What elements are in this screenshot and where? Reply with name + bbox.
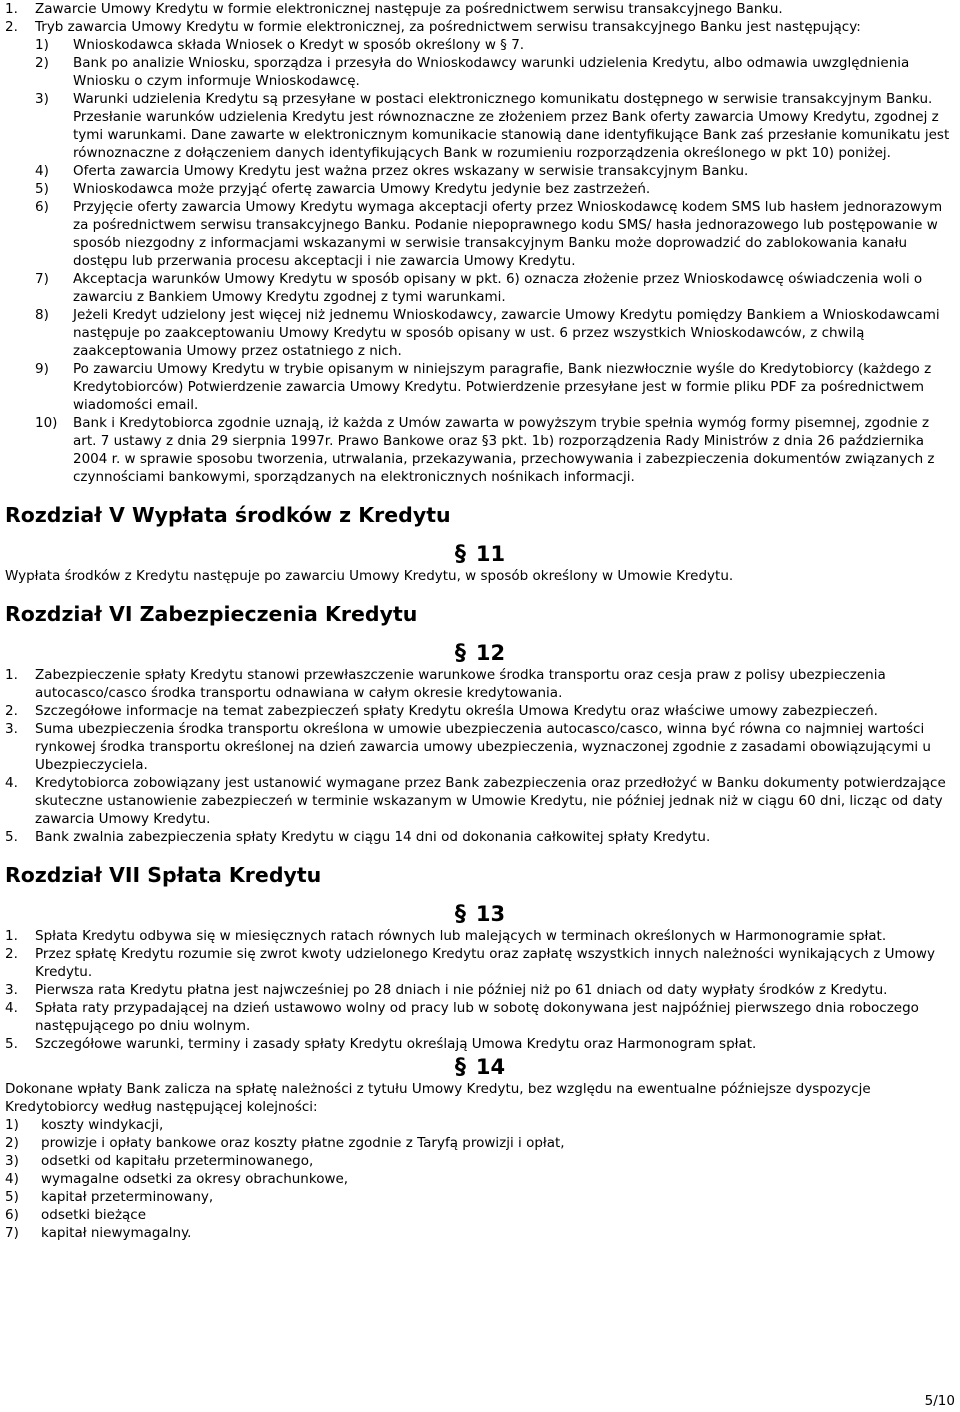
list-item <box>5 720 955 774</box>
chapter-heading: Rozdział V Wypłata środków z Kredytu <box>5 503 451 527</box>
item-number: 4. <box>5 1000 18 1016</box>
item-text: Pierwsza rata Kredytu płatna jest najwcześniej po 28 dniach i nie później niż po 61 dniach od daty wypłaty środków z Kredytu. <box>35 982 888 998</box>
list-item <box>5 1170 955 1188</box>
item-text: odsetki od kapitału przeterminowanego, <box>41 1153 314 1169</box>
item-text: odsetki bieżące <box>41 1207 147 1223</box>
item-text: Bank i Kredytobiorca zgodnie uznają, iż każda z Umów zawarta w powyższym trybie spełnia wymóg formy pisemnej, zgodnie z art. 7 ustawy z dnia 29 sierpnia 1997r. Prawo Bankowe oraz §3 pkt. 1b) rozporządzenia Rady Ministrów z dnia 26 października 2004 r. w sprawie sposobu tworzenia, utrwalania, przekazywania, przechowywania i zabezpieczenia dokumentów związanych z czynnościami bankowymi, sporządzanych na elektronicznych nośnikach informacji. <box>73 415 935 485</box>
item-number: 4) <box>35 163 49 179</box>
sub-list <box>35 36 955 486</box>
item-number: 5. <box>5 829 18 845</box>
item-number: 4. <box>5 775 18 791</box>
item-number: 3) <box>35 91 49 107</box>
list-item <box>5 702 955 720</box>
item-number: 6) <box>35 199 49 215</box>
list-item <box>5 18 955 36</box>
item-text: Przyjęcie oferty zawarcia Umowy Kredytu wymaga akceptacji oferty przez Wnioskodawcę kodem SMS lub hasłem jednorazowym za pośrednictwem serwisu transakcyjnego Banku. Podanie niepoprawnego kodu SMS/ hasła jednorazowego lub postępowanie w sposób niezgodny z informacjami wskazanymi w serwisie transakcyjnym Banku może doprowadzić do zablokowania kanału dostępu lub przerwania procesu akceptacji i nie zawarcia Umowy Kredytu. <box>73 199 943 269</box>
item-number: 3. <box>5 982 18 998</box>
section-number: 14 <box>475 1055 506 1079</box>
item-text: Zabezpieczenie spłaty Kredytu stanowi przewłaszczenie warunkowe środka transportu oraz cesja praw z polisy ubezpieczenia autocasco/casco środka transportu odnawiana w całym okresie kredytowania. <box>35 667 886 701</box>
item-number: 2. <box>5 703 18 719</box>
item-number: 7) <box>35 271 49 287</box>
list-item <box>35 414 955 486</box>
item-number: 1. <box>5 667 18 683</box>
list-item <box>35 270 955 306</box>
item-text: Bank zwalnia zabezpieczenia spłaty Kredytu w ciągu 14 dni od dokonania całkowitej spłaty Kredytu. <box>35 829 711 845</box>
item-text: Wnioskodawca składa Wniosek o Kredyt w sposób określony w § 7. <box>73 37 525 53</box>
list-item <box>35 162 955 180</box>
top-list <box>5 0 955 36</box>
list-item <box>5 1134 955 1152</box>
list-item <box>5 1035 955 1053</box>
list-item <box>35 198 955 270</box>
section-heading <box>5 641 955 666</box>
list-item <box>35 360 955 414</box>
item-number: 1) <box>35 37 49 53</box>
list-item <box>5 774 955 828</box>
section-heading <box>5 542 955 567</box>
list-item <box>5 1224 955 1242</box>
item-number: 9) <box>35 361 49 377</box>
section-symbol: § <box>454 1055 466 1080</box>
list-item <box>5 1206 955 1224</box>
item-text: Akceptacja warunków Umowy Kredytu w sposób opisany w pkt. 6) oznacza złożenie przez Wnioskodawcę oświadczenia woli o zawarciu z Bankiem Umowy Kredytu zgodnej z tymi warunkami. <box>73 271 923 305</box>
section-heading <box>5 1055 955 1080</box>
item-text: kapitał niewymagalny. <box>41 1225 192 1241</box>
item-text: Suma ubezpieczenia środka transportu określona w umowie ubezpieczenia autocasco/casco, winna być równa co najmniej wartości rynkowej środka transportu określonej na dzień zawarcia umowy ubezpieczenia, wyznaczonej zgodnie z zasadami obowiązującymi u Ubezpieczyciela. <box>35 721 931 773</box>
chapter-heading: Rozdział VI Zabezpieczenia Kredytu <box>5 602 418 626</box>
document-page <box>5 0 955 1242</box>
list-item <box>5 828 955 846</box>
item-number: 2) <box>5 1135 19 1151</box>
list-item <box>5 1188 955 1206</box>
item-number: 5) <box>5 1189 19 1205</box>
item-number: 2. <box>5 19 18 35</box>
item-text: Szczegółowe informacje na temat zabezpieczeń spłaty Kredytu określa Umowa Kredytu oraz właściwe umowy zabezpieczeń. <box>35 703 878 719</box>
item-text: Warunki udzielenia Kredytu są przesyłane w postaci elektronicznego komunikatu dostępnego w serwisie transakcyjnym Banku. Przesłanie warunków udzielenia Kredytu jest równoznaczne ze złożeniem przez Bank oferty zawarcia Umowy Kredytu, zgodnej z tymi warunkami. Dane zawarte w elektronicznym komunikacie stanowią dane identyfikujące Bank zaś przesłanie komunikatu jest równoznaczne z dołączeniem danych identyfikujących Bank w rozumieniu rozporządzenia określonego w pkt 10) poniżej. <box>73 91 950 161</box>
item-text: Tryb zawarcia Umowy Kredytu w formie elektronicznej, za pośrednictwem serwisu transakcyjnego Banku jest następujący: <box>35 19 861 35</box>
list-item <box>5 0 955 18</box>
list-item <box>35 306 955 360</box>
item-text: Spłata Kredytu odbywa się w miesięcznych ratach równych lub malejących w terminach określonych w Harmonogramie spłat. <box>35 928 887 944</box>
section-symbol: § <box>454 902 466 927</box>
item-text: Jeżeli Kredyt udzielony jest więcej niż jednemu Wnioskodawcy, zawarcie Umowy Kredytu pomiędzy Bankiem a Wnioskodawcami następuje po zaakceptowaniu Umowy Kredytu w sposób opisany w ust. 6 przez wszystkich Wnioskodawców, z chwilą zaakceptowania Umowy przez ostatniego z nich. <box>73 307 940 359</box>
item-number: 5. <box>5 1036 18 1052</box>
list-item <box>5 1116 955 1134</box>
item-number: 1. <box>5 1 18 17</box>
item-text: Bank po analizie Wniosku, sporządza i przesyła do Wnioskodawcy warunki udzielenia Kredytu, albo odmawia uwzględnienia Wniosku o czym informuje Wnioskodawcę. <box>73 55 910 89</box>
item-text: Oferta zawarcia Umowy Kredytu jest ważna przez okres wskazany w serwisie transakcyjnym Banku. <box>73 163 749 179</box>
item-number: 6) <box>5 1207 19 1223</box>
item-text: Przez spłatę Kredytu rozumie się zwrot kwoty udzielonego Kredytu oraz zapłatę wszystkich innych należności wynikających z Umowy Kredytu. <box>35 946 935 980</box>
chapter-heading: Rozdział VII Spłata Kredytu <box>5 863 322 887</box>
list-item <box>5 1152 955 1170</box>
item-text: Spłata raty przypadającej na dzień ustawowo wolny od pracy lub w sobotę dokonywana jest najpóźniej pierwszego dnia roboczego następującego po dniu wolnym. <box>35 1000 919 1034</box>
list-item <box>5 927 955 945</box>
item-number: 2. <box>5 946 18 962</box>
item-text: Po zawarciu Umowy Kredytu w trybie opisanym w niniejszym paragrafie, Bank niezwłocznie wyśle do Kredytobiorcy (każdego z Kredytobiorców) Potwierdzenie zawarcia Umowy Kredytu. Potwierdzenie przesyłane jest w formie pliku PDF za pośrednictwem wiadomości email. <box>73 361 932 413</box>
item-number: 8) <box>35 307 49 323</box>
item-number: 2) <box>35 55 49 71</box>
section-number: 12 <box>475 641 506 665</box>
section-number: 11 <box>475 542 506 566</box>
item-text: Kredytobiorca zobowiązany jest ustanowić wymagane przez Bank zabezpieczenia oraz przedłożyć w Banku dokumenty potwierdzające skuteczne ustanowienie zabezpieczeń w terminie wskazanym w Umowie Kredytu, nie później jednak niż w ciągu 60 dni, licząc od daty zawarcia Umowy Kredytu. <box>35 775 946 827</box>
list-item <box>5 999 955 1035</box>
list-item <box>5 981 955 999</box>
item-text: Zawarcie Umowy Kredytu w formie elektronicznej następuje za pośrednictwem serwisu transakcyjnego Banku. <box>35 1 783 17</box>
numbered-list <box>5 927 955 1053</box>
order-list <box>5 1116 955 1242</box>
item-number: 5) <box>35 181 49 197</box>
list-item <box>35 180 955 198</box>
list-item <box>35 54 955 90</box>
item-text: wymagalne odsetki za okresy obrachunkowe, <box>41 1171 349 1187</box>
list-item <box>35 90 955 162</box>
item-text: kapitał przeterminowany, <box>41 1189 214 1205</box>
section-heading <box>5 902 955 927</box>
item-text: koszty windykacji, <box>41 1117 164 1133</box>
section-symbol: § <box>454 641 466 666</box>
page-number: 5/10 <box>924 1393 955 1409</box>
item-text: prowizje i opłaty bankowe oraz koszty płatne zgodnie z Taryfą prowizji i opłat, <box>41 1135 565 1151</box>
item-number: 1. <box>5 928 18 944</box>
section-symbol: § <box>454 542 466 567</box>
list-item <box>5 945 955 981</box>
item-number: 4) <box>5 1171 19 1187</box>
item-text: Szczegółowe warunki, terminy i zasady spłaty Kredytu określają Umowa Kredytu oraz Harmonogram spłat. <box>35 1036 757 1052</box>
numbered-list <box>5 666 955 846</box>
section-number: 13 <box>475 902 506 926</box>
paragraph-text: Dokonane wpłaty Bank zalicza na spłatę należności z tytułu Umowy Kredytu, bez względu na ewentualne późniejsze dyspozycje Kredytobiorcy według następującej kolejności: <box>5 1081 871 1115</box>
list-item <box>35 36 955 54</box>
list-item <box>5 666 955 702</box>
item-number: 3) <box>5 1153 19 1169</box>
item-number: 3. <box>5 721 18 737</box>
item-text: Wnioskodawca może przyjąć ofertę zawarcia Umowy Kredytu jedynie bez zastrzeżeń. <box>73 181 651 197</box>
paragraph-text: Wypłata środków z Kredytu następuje po zawarciu Umowy Kredytu, w sposób określony w Umowie Kredytu. <box>5 568 734 584</box>
item-number: 7) <box>5 1225 19 1241</box>
item-number: 1) <box>5 1117 19 1133</box>
item-number: 10) <box>35 415 58 431</box>
